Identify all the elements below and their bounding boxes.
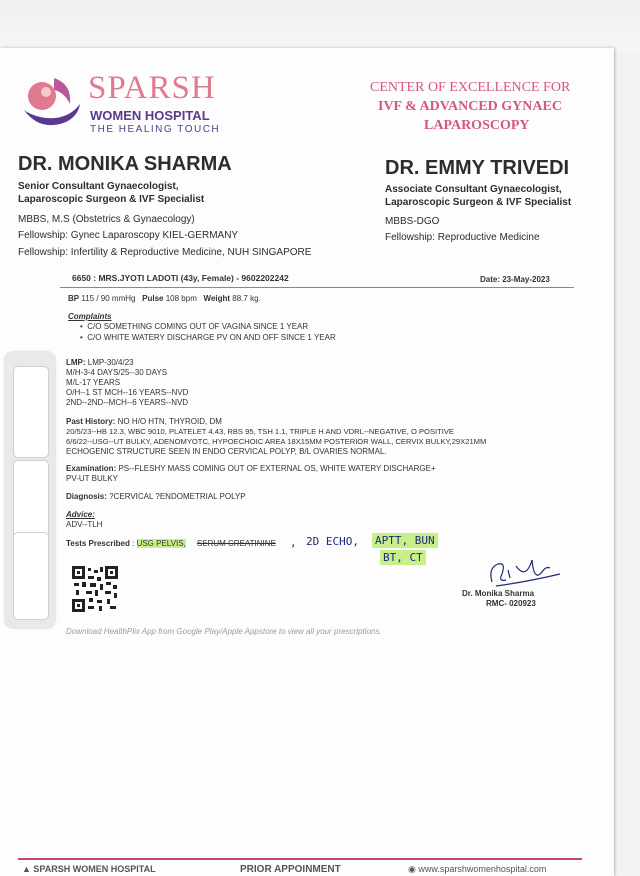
lmp-value: LMP-30/4/23 (87, 358, 134, 367)
examination-value: PS--FLESHY MASS COMING OUT OF EXTERNAL OS, WHITE WATERY DISCHARGE+ (118, 464, 436, 473)
right-doctor-qualification: MBBS-DGO (385, 216, 440, 227)
pulse-value: 108 bpm (165, 294, 197, 303)
bp-label: BP (68, 294, 80, 303)
footer-website-url: www.sparshwomenhospital.com (418, 864, 547, 874)
tests-line: Tests Prescribed : USG PELVIS, SERUM CREATININE (66, 539, 276, 548)
complaint-text: C/O SOMETHING COMING OUT OF VAGINA SINCE 1 YEAR (87, 322, 309, 331)
coe-line-1: CENTER OF EXCELLENCE FOR (370, 80, 571, 95)
examination-line (66, 464, 436, 473)
advice-value: ADV--TLH (66, 520, 103, 529)
download-note: Download HealthPlix App from Google Play/Apple Appstore to view all your prescriptions. (66, 627, 382, 636)
tests-label: Tests Prescribed (66, 539, 130, 548)
footer-hospital-name: SPARSH WOMEN HOSPITAL (33, 864, 156, 874)
binder-slot (13, 366, 49, 458)
test-serum-creatinine: SERUM CREATININE (196, 539, 276, 548)
past-history-label: Past History: (66, 417, 116, 426)
diagnosis-value: ?CERVICAL ?ENDOMETRIAL POLYP (109, 492, 246, 501)
right-doctor-fellowship: Fellowship: Reproductive Medicine (385, 232, 540, 243)
signature-registration: RMC- 020923 (486, 599, 536, 608)
history-line: O/H--1 ST MCH--16 YEARS--NVD (66, 388, 189, 397)
bp-value: 115 / 90 mmHg (81, 294, 136, 303)
patient-info: 6650 : MRS.JYOTI LADOTI (43y, Female) - 9602202242 (72, 273, 289, 283)
left-doctor-title1: Senior Consultant Gynaecologist, (18, 181, 179, 192)
complaint-item: • C/O SOMETHING COMING OUT OF VAGINA SINCE 1 YEAR (80, 322, 309, 331)
past-history-line: 6/6/22--USG--UT BULKY, ADENOMYOTC, HYPOECHOIC AREA 18X15MM POSTERIOR WALL, CERVIX BULKY,29X21MM (66, 437, 487, 446)
coe-line-2: IVF & ADVANCED GYNAEC (378, 99, 562, 114)
top-fold (0, 0, 640, 50)
right-doctor-title1: Associate Consultant Gynaecologist, (385, 184, 562, 195)
brand-tagline: THE HEALING TOUCH (90, 124, 221, 135)
footer-website: ◉ www.sparshwomenhospital.com (408, 864, 547, 874)
signature-name: Dr. Monika Sharma (462, 589, 535, 598)
footer-hospital: ▲ SPARSH WOMEN HOSPITAL (22, 864, 156, 874)
weight-value: 88.7 kg. (232, 294, 261, 303)
brand-subtitle: WOMEN HOSPITAL (90, 108, 210, 123)
visit-date: Date: 23-May-2023 (480, 275, 550, 284)
complaints-label: Complaints (68, 312, 112, 321)
footer-divider (18, 858, 582, 860)
examination-label: Examination: (66, 464, 117, 473)
qr-code-icon (72, 566, 118, 612)
hospital-logo-icon (20, 70, 82, 132)
advice-label: Advice: (66, 510, 95, 519)
binder-clip (5, 352, 55, 628)
left-doctor-name: DR. MONIKA SHARMA (18, 153, 232, 175)
examination-line: PV-UT BULKY (66, 474, 118, 483)
past-history-line: ECHOGENIC STRUCTURE SEEN IN ENDO CERVICAL POLYP, B/L OVARIES NORMAL. (66, 447, 387, 456)
left-doctor-fellowship1: Fellowship: Gynec Laparoscopy KIEL-GERMANY (18, 230, 239, 241)
past-history-line (66, 417, 222, 426)
left-doctor-title2: Laparoscopic Surgeon & IVF Specialist (18, 194, 205, 205)
test-usg-pelvis: USG PELVIS, (136, 539, 186, 548)
handwritten-test-aptt-bun: APTT, BUN (372, 533, 438, 548)
right-doctor-title2: Laparoscopic Surgeon & IVF Specialist (385, 197, 572, 208)
signature-icon (486, 552, 562, 592)
history-line: 2ND--2ND--MCH--6 YEARS--NVD (66, 398, 189, 407)
right-doctor-name: DR. EMMY TRIVEDI (385, 157, 570, 179)
lmp-label: LMP: (66, 358, 86, 367)
history-line: M/L-17 YEARS (66, 378, 121, 387)
handwritten-test-bt-ct: BT, CT (380, 550, 426, 565)
pulse-label: Pulse (142, 294, 164, 303)
diagnosis-label: Diagnosis: (66, 492, 107, 501)
weight-label: Weight (203, 294, 231, 303)
left-doctor-qualification: MBBS, M.S (Obstetrics & Gynaecology) (18, 214, 195, 225)
complaint-text: C/O WHITE WATERY DISCHARGE PV ON AND OFF SINCE 1 YEAR (87, 333, 336, 342)
handwritten-test-2d-echo: 2D ECHO, (306, 535, 359, 548)
brand-name: SPARSH (88, 70, 216, 106)
left-doctor-fellowship2: Fellowship: Infertility & Reproductive Medicine, NUH SINGAPORE (18, 247, 312, 258)
diagnosis-line (66, 492, 246, 501)
complaint-item: • C/O WHITE WATERY DISCHARGE PV ON AND OFF SINCE 1 YEAR (80, 333, 336, 342)
footer-appointment: PRIOR APPOINMENT (240, 864, 341, 875)
divider (60, 287, 574, 288)
vitals-row (68, 294, 261, 303)
binder-slot (13, 532, 49, 620)
past-history-value: NO H/O HTN, THYROID, DM (117, 417, 222, 426)
handwritten-comma: , (290, 536, 297, 549)
history-line: M/H-3-4 DAYS/25--30 DAYS (66, 368, 168, 377)
lmp-line (66, 358, 134, 367)
past-history-line: 20/5/23--HB 12.3, WBC 9010, PLATELET 4.43, RBS 95, TSH 1.1, TRIPLE H AND VDRL--NEGATIVE, O POSITIVE (66, 427, 454, 436)
coe-line-3: LAPAROSCOPY (424, 118, 530, 133)
